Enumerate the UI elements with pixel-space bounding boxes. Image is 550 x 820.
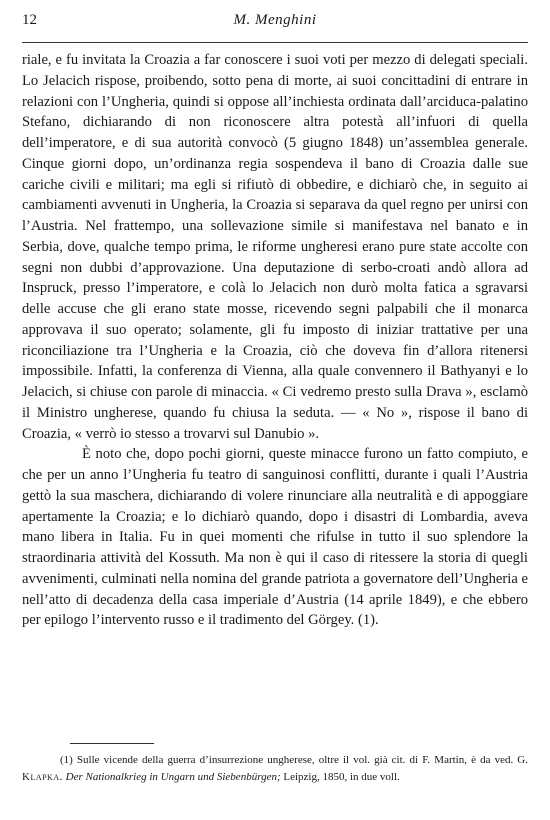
footnote-author: Klapka. xyxy=(22,771,63,783)
footnote-rule xyxy=(70,743,154,744)
page-header xyxy=(22,12,528,34)
header-rule xyxy=(22,42,528,43)
footnote-text-end: Leipzig, 1850, in due voll. xyxy=(280,771,400,783)
footnote-book-title: Der Nationalkrieg in Ungarn und Siebenbürgen; xyxy=(65,771,281,783)
running-head: M. Menghini xyxy=(233,12,317,28)
paragraph: È noto che, dopo pochi giorni, queste minacce furono un fatto compiuto, e che per un anno l’Ungheria fu teatro di sanguinosi conflitti, durante i quali l’Austria gettò la sua maschera, dichiarando di volere rinunciare alla neutralità e di appoggiare apertamente la Croazia; e lo dichiarò quando, dopo i disastri di Lombardia, aveva mano libera in Italia. Fu in quei momenti che rifulse in tutto il suo splendore la straordinaria attività del Kossuth. Ma non è qui il caso di ritessere la storia di quegli avvenimenti, culminati nella nomina del grande patriota a governatore dell’Ungheria e nell’atto di decadenza della casa imperiale d’Austria (14 aprile 1849), e che ebbero per epilogo l’intervento russo e il tradimento del Görgey. (1). xyxy=(22,446,528,629)
footnote xyxy=(22,752,528,786)
body-text xyxy=(22,50,528,631)
page-number: 12 xyxy=(22,12,37,28)
footnote-text: (1) Sulle vicende della guerra d’insurrezione ungherese, oltre il vol. già cit. di F. Martin, è da ved. G. xyxy=(60,754,528,766)
paragraph: riale, e fu invitata la Croazia a far conoscere i suoi voti per mezzo di delegati speciali. Lo Jelacich rispose, proibendo, sotto pena di morte, ai suoi concittadini di entrare in relazioni con l’Ungheria, quindi si oppose all’inchiesta ordinata dall’arciduca-palatino Stefano, dichiarando di non riconoscere altra potestà all’infuori di quella dell’imperatore, e di sua autorità convocò (5 giugno 1848) un’assemblea generale. Cinque giorni dopo, un’ordinanza regia sospendeva il bano di Croazia dalle sue cariche civili e militari; ma egli si rifiutò di obbedire, e dichiarò che, in seguito ai cambiamenti avvenuti in Ungheria, la Croazia si separava da quel regno per unirsi con l’Austria. Nel frattempo, una sollevazione simile si manifestava nel banato e in Serbia, dove, qualche tempo prima, le riforme ungheresi erano pure state accolte con segni non dubbi d’approvazione. Una deputazione di serbo-croati andò allora ad Inspruck, presso l’imperatore, e colà lo Jelacich non durò molta fatica a sgravarsi delle accuse che gli erano state mosse, ricevendo segni palpabili che il monarca approvava il suo operato; solamente, gli fu imposto di iniziar trattative per una riconciliazione tra l’Ungheria e la Croazia, ciò che doveva fin d’allora ritenersi impossibile. Infatti, la conferenza di Vienna, alla quale convennero il Bathyanyi e lo Jelacich, si chiuse con parole di minaccia. « Ci vedremo presto sulla Drava », esclamò il Ministro ungherese, quando fu chiusa la seduta. — « No », rispose il bano di Croazia, « verrò io stesso a trovarvi sul Danubio ». xyxy=(22,52,528,442)
